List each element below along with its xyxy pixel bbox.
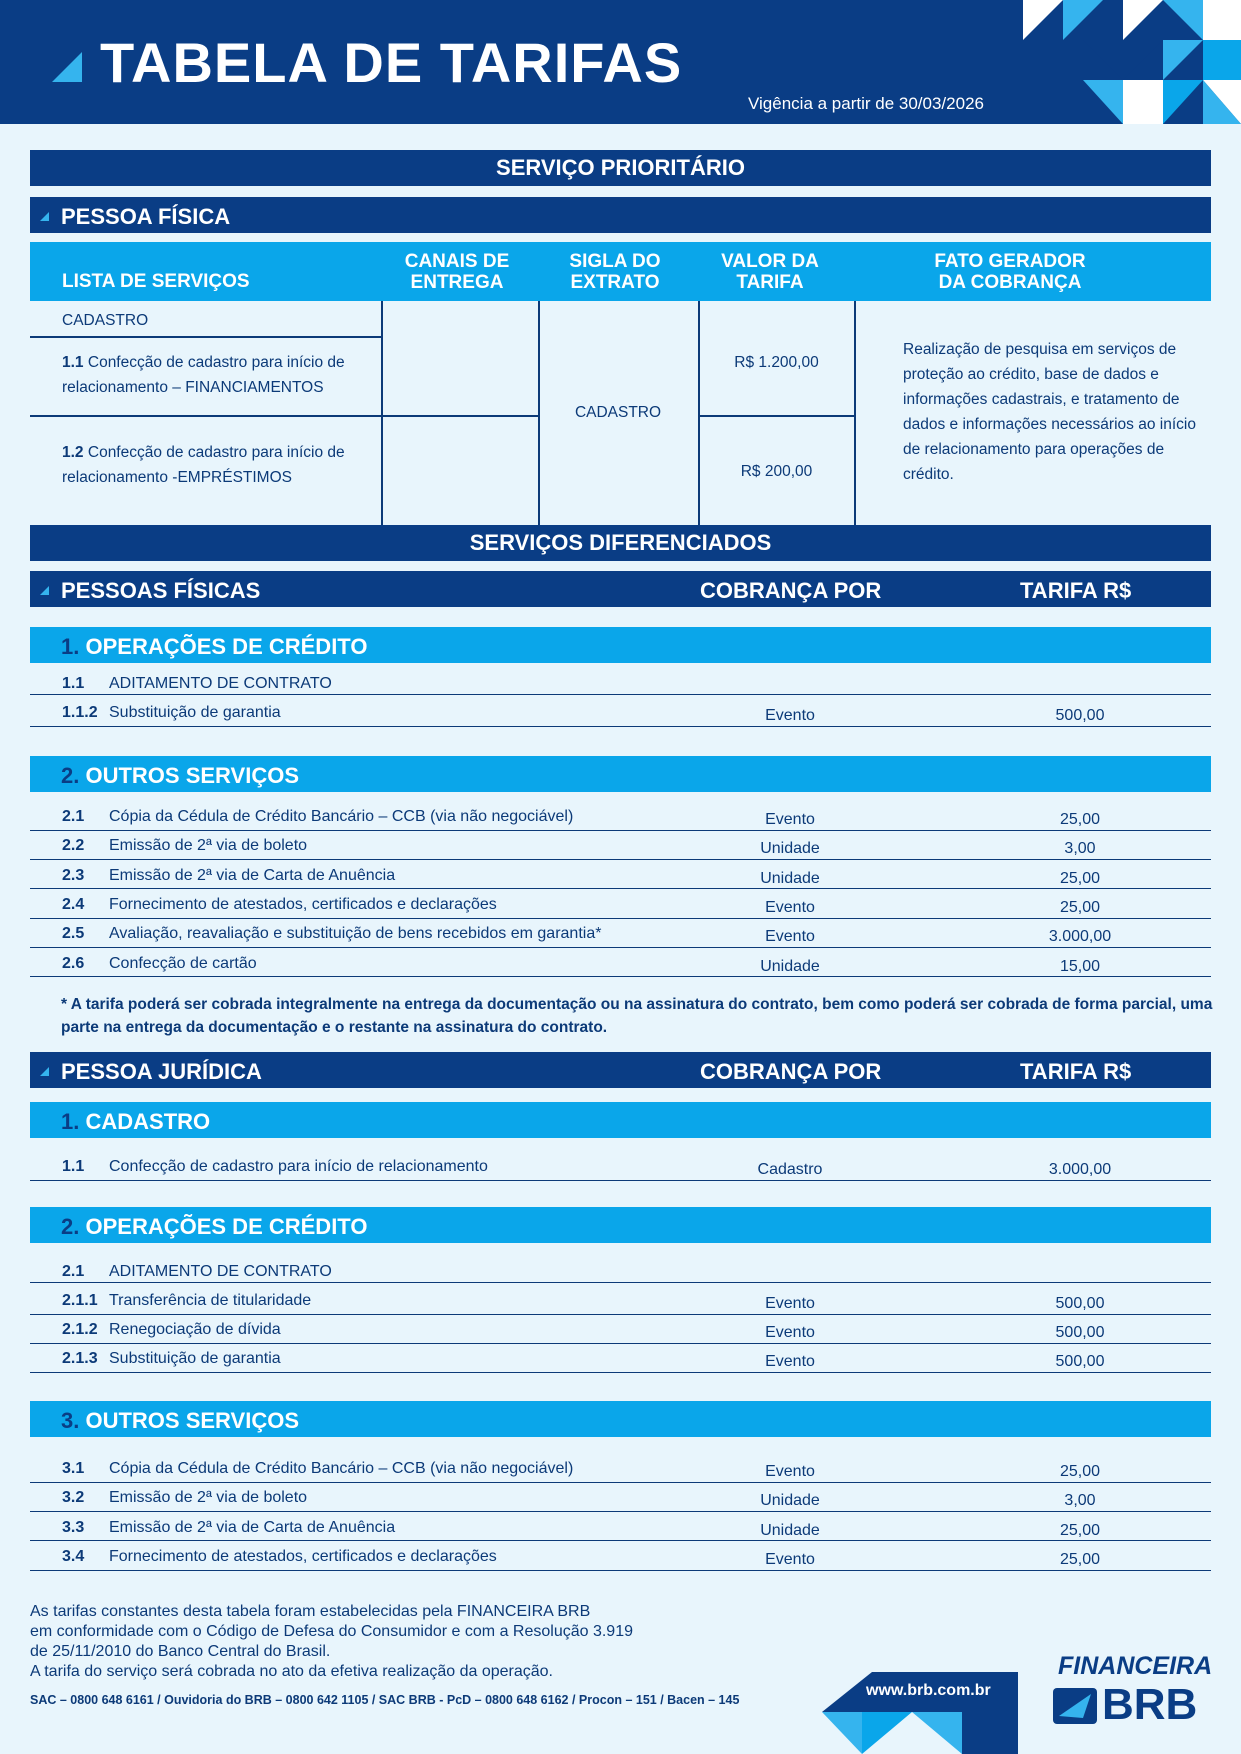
table-row (30, 1344, 1211, 1373)
row-number: 3.2 (62, 1489, 85, 1507)
subsection-pessoas-fisicas (30, 571, 1211, 607)
row-cobranca: Evento (765, 1295, 815, 1312)
item-number: 1.2 (62, 444, 84, 461)
table-row (30, 1315, 1211, 1344)
row-number: 2.1 (62, 808, 85, 825)
row-tarifa: 3.000,00 (1048, 928, 1112, 946)
section-title-prioritario: SERVIÇO PRIORITÁRIO (30, 150, 1211, 186)
row-tarifa: 3.000,00 (1048, 1161, 1112, 1178)
row-number: 2.4 (62, 895, 85, 913)
row-description: Renegociação de dívida (109, 1321, 281, 1338)
section-label: OPERAÇÕES DE CRÉDITO (85, 1214, 368, 1239)
row-tarifa: 3,00 (1064, 840, 1096, 858)
col-fato: FATO GERADOR DA COBRANÇA (934, 251, 1086, 293)
table-divider (30, 336, 382, 338)
row-description: ADITAMENTO DE CONTRATO (109, 1263, 332, 1280)
row-number: 2.1.2 (62, 1321, 98, 1338)
row-number: 3.3 (62, 1518, 85, 1536)
section-pj-outros (30, 1401, 1211, 1437)
row-number: 2.1.1 (62, 1292, 98, 1309)
decorative-pattern-icon (1023, 0, 1241, 124)
vigencia-date: Vigência a partir de 30/03/2026 (748, 94, 984, 113)
section-pf-outros (30, 756, 1211, 792)
row-description: Confecção de cadastro para início de relacionamento (109, 1158, 488, 1175)
table-row (30, 949, 1211, 978)
section-pj-cadastro (30, 1102, 1211, 1138)
valor-2: R$ 200,00 (740, 463, 813, 480)
row-number: 2.1.3 (62, 1350, 98, 1367)
section-number: 3. (61, 1408, 80, 1433)
col-sigla: SIGLA DO EXTRATO (569, 251, 661, 293)
section-label: CADASTRO (85, 1109, 211, 1134)
page-title: TABELA DE TARIFAS (100, 31, 683, 94)
row-number: 2.2 (62, 837, 85, 855)
row-cobranca: Evento (765, 1463, 815, 1480)
website-link[interactable]: www.brb.com.br (866, 1682, 991, 1699)
footer-text (30, 1602, 750, 1682)
section-number: 2. (61, 763, 80, 788)
row-cobranca: Cadastro (757, 1161, 823, 1178)
triangle-icon (40, 586, 49, 595)
footer-line: A tarifa do serviço será cobrada no ato da efetiva realização da operação. (30, 1663, 553, 1680)
row-tarifa: 25,00 (1059, 1463, 1101, 1480)
row-cobranca: Evento (765, 898, 815, 916)
table-row (30, 669, 1211, 695)
table-divider (30, 415, 538, 417)
row-cobranca: Evento (765, 811, 815, 828)
triangle-icon (40, 1067, 49, 1076)
row-cobranca: Unidade (760, 840, 820, 858)
table-row (30, 802, 1211, 831)
table-row (30, 919, 1211, 948)
fato-gerador: Realização de pesquisa em serviços de proteção ao crédito, base de dados e informações cadastrais, e tratamento de dados e informações necessários ao início de relacionamento para operações de crédito. (903, 341, 1196, 483)
subsection-label: PESSOA FÍSICA (61, 204, 231, 229)
row-cobranca: Evento (765, 1550, 815, 1568)
col-tarifa: TARIFA R$ (1020, 1059, 1132, 1084)
row-number: 3.4 (62, 1547, 85, 1565)
row-description: Fornecimento de atestados, certificados e declarações (109, 1547, 497, 1565)
table-row (30, 1483, 1211, 1512)
footer-line: em conformidade com o Código de Defesa do Consumidor e com a Resolução 3.919 (30, 1623, 633, 1640)
table-row (30, 1542, 1211, 1571)
row-tarifa: 25,00 (1059, 1521, 1101, 1539)
row-number: 3.1 (62, 1460, 85, 1477)
sigla-value: CADASTRO (574, 404, 662, 421)
row-description: Transferência de titularidade (109, 1292, 312, 1309)
row-number: 2.3 (62, 866, 85, 884)
row-number: 2.5 (62, 925, 85, 943)
section-label: OPERAÇÕES DE CRÉDITO (85, 634, 368, 659)
col-cobranca: COBRANÇA POR (700, 578, 882, 603)
row-cobranca: Unidade (760, 869, 820, 887)
item-text: Confecção de cadastro para início de relacionamento – FINANCIAMENTOS (62, 354, 345, 396)
col-canais: CANAIS DE ENTREGA (404, 251, 510, 293)
row-cobranca: Unidade (760, 957, 820, 975)
row-tarifa: 500,00 (1055, 1353, 1105, 1370)
table-row (30, 1513, 1211, 1542)
section-number: 1. (61, 634, 80, 659)
section-label: OUTROS SERVIÇOS (85, 763, 300, 788)
group-label: CADASTRO (62, 312, 149, 329)
valor-1: R$ 1.200,00 (734, 354, 819, 371)
table-row (30, 861, 1211, 890)
row-description: Confecção de cartão (109, 954, 257, 972)
row-cobranca: Unidade (760, 1492, 820, 1510)
footnote: * A tarifa poderá ser cobrada integralmente na entrega da documentação ou na assinatura do contrato, bem como poderá ser cobrada de forma parcial, uma parte na entrega da documentação e o restante na assinatura do contrato. (61, 996, 1213, 1036)
row-tarifa: 25,00 (1059, 811, 1101, 828)
brb-logo-icon (1053, 1688, 1097, 1724)
brand-logo-bottom: BRB (1102, 1680, 1198, 1729)
section-title-diferenciados: SERVIÇOS DIFERENCIADOS (30, 525, 1211, 561)
row-cobranca: Evento (765, 928, 815, 946)
service-item (62, 440, 377, 490)
brand-logo-top: FINANCEIRA (1058, 1652, 1213, 1680)
col-valor: VALOR DA TARIFA (721, 251, 819, 293)
table-row (30, 1152, 1211, 1181)
row-tarifa: 500,00 (1055, 707, 1105, 724)
table-row (30, 1257, 1211, 1283)
section-pj-operacoes (30, 1207, 1211, 1243)
section-number: 2. (61, 1214, 80, 1239)
subsection-label: PESSOA JURÍDICA (61, 1059, 262, 1084)
table-row (30, 1286, 1211, 1315)
table-divider (381, 301, 383, 526)
row-description: Cópia da Cédula de Crédito Bancário – CCB (via não negociável) (109, 1460, 574, 1477)
table-row (30, 698, 1211, 727)
row-cobranca: Unidade (760, 1521, 820, 1539)
row-number: 1.1.2 (62, 704, 98, 721)
row-tarifa: 25,00 (1059, 1550, 1101, 1568)
triangle-icon (40, 212, 49, 221)
row-description: Substituição de garantia (109, 704, 281, 721)
subsection-pessoa-juridica (30, 1052, 1211, 1088)
service-item (62, 350, 377, 400)
item-text: Confecção de cadastro para início de relacionamento -EMPRÉSTIMOS (62, 444, 345, 486)
subsection-pessoa-fisica (30, 197, 1211, 233)
col-lista: LISTA DE SERVIÇOS (62, 271, 250, 292)
prioritario-table-header (30, 242, 1211, 301)
section-label: OUTROS SERVIÇOS (85, 1408, 300, 1433)
section-pf-operacoes (30, 627, 1211, 663)
row-number: 2.1 (62, 1263, 85, 1280)
row-tarifa: 25,00 (1059, 898, 1101, 916)
header-banner (0, 0, 1241, 124)
row-tarifa: 3,00 (1064, 1492, 1096, 1510)
row-description: Avaliação, reavaliação e substituição de bens recebidos em garantia* (109, 925, 602, 943)
row-description: Emissão de 2ª via de Carta de Anuência (109, 1518, 396, 1536)
row-number: 1.1 (62, 1158, 85, 1175)
table-row (30, 831, 1211, 860)
table-row (30, 890, 1211, 919)
row-description: Fornecimento de atestados, certificados e declarações (109, 895, 497, 913)
row-description: ADITAMENTO DE CONTRATO (109, 675, 332, 692)
row-description: Cópia da Cédula de Crédito Bancário – CCB (via não negociável) (109, 808, 574, 825)
col-cobranca: COBRANÇA POR (700, 1059, 882, 1084)
row-tarifa: 15,00 (1059, 957, 1101, 975)
row-tarifa: 25,00 (1059, 869, 1101, 887)
section-number: 1. (61, 1109, 80, 1134)
col-tarifa: TARIFA R$ (1020, 578, 1132, 603)
triangle-icon (52, 52, 82, 82)
subsection-label: PESSOAS FÍSICAS (61, 578, 261, 603)
footer-line: de 25/11/2010 do Banco Central do Brasil. (30, 1643, 331, 1660)
item-number: 1.1 (62, 354, 84, 371)
row-tarifa: 500,00 (1055, 1295, 1105, 1312)
row-cobranca: Evento (765, 1353, 815, 1370)
row-cobranca: Evento (765, 707, 815, 724)
footer-line: As tarifas constantes desta tabela foram estabelecidas pela FINANCEIRA BRB (30, 1603, 591, 1620)
row-tarifa: 500,00 (1055, 1324, 1105, 1341)
table-divider (698, 415, 855, 417)
row-number: 2.6 (62, 954, 85, 972)
row-number: 1.1 (62, 675, 85, 692)
row-cobranca: Evento (765, 1324, 815, 1341)
row-description: Substituição de garantia (109, 1350, 281, 1367)
contact-numbers: SAC – 0800 648 6161 / Ouvidoria do BRB – 0800 642 1105 / SAC BRB - PcD – 0800 648 6162 / Procon – 151 / Bacen – 145 (30, 1693, 740, 1707)
row-description: Emissão de 2ª via de boleto (109, 1489, 308, 1507)
table-divider (698, 301, 700, 526)
table-divider (854, 301, 856, 526)
row-description: Emissão de 2ª via de Carta de Anuência (109, 866, 396, 884)
table-row (30, 1454, 1211, 1483)
row-description: Emissão de 2ª via de boleto (109, 837, 308, 855)
